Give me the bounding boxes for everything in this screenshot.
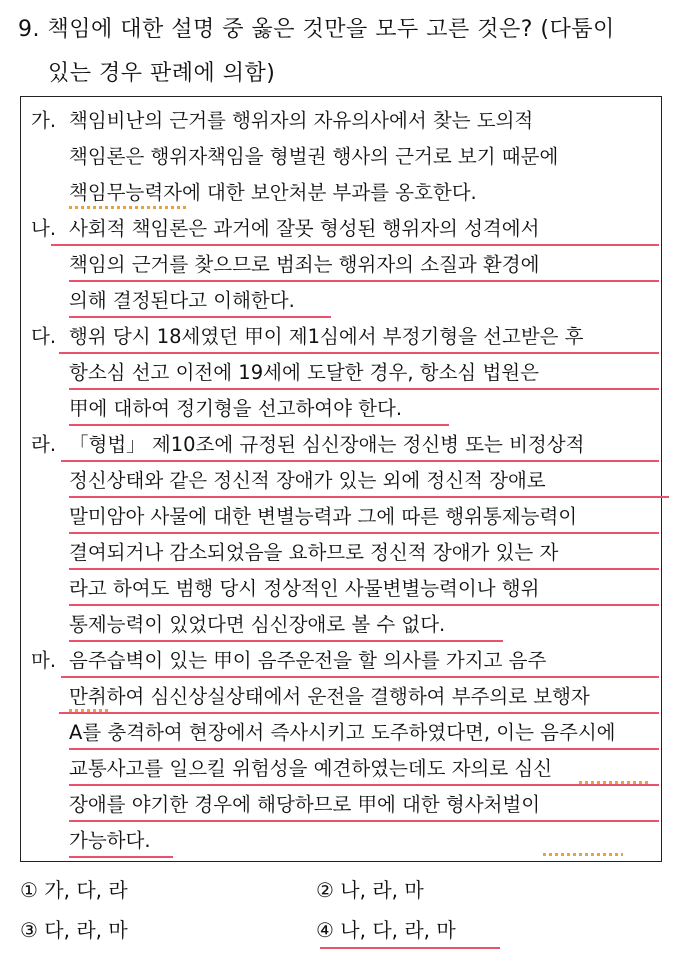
red-underline — [69, 784, 659, 786]
statement-line: 만취하여 심신상실상태에서 운전을 결행하여 부주의로 보행자 — [69, 685, 590, 708]
red-underline — [320, 947, 500, 949]
red-underline — [69, 316, 331, 318]
choice-2[interactable]: ② 나, 라, 마 — [316, 878, 424, 902]
statement-line: 책임비난의 근거를 행위자의 자유의사에서 찾는 도의적 — [69, 109, 534, 132]
statement-line: 통제능력이 있었다면 심신장애로 볼 수 없다. — [69, 613, 446, 636]
statement-line: 의해 결정된다고 이해한다. — [69, 289, 295, 312]
statement-line: 장애를 야기한 경우에 해당하므로 甲에 대한 형사처벌이 — [69, 793, 541, 816]
question-text-line-1: 9. 책임에 대한 설명 중 옳은 것만을 모두 고른 것은? (다툼이 — [18, 17, 615, 42]
statement-line: 책임론은 행위자책임을 형벌권 행사의 근거로 보기 때문에 — [69, 145, 559, 168]
red-underline — [69, 388, 659, 390]
red-underline — [69, 280, 659, 282]
red-underline — [59, 712, 659, 714]
question-text-line-2: 있는 경우 판례에 의함) — [48, 61, 276, 86]
statement-line: 책임무능력자에 대한 보안처분 부과를 옹호한다. — [69, 181, 477, 204]
statement-line: 사회적 책임론은 과거에 잘못 형성된 행위자의 성격에서 — [69, 217, 540, 240]
statement-line: A를 충격하여 현장에서 즉사시키고 도주하였다면, 이는 음주시에 — [69, 721, 616, 744]
red-underline — [69, 748, 659, 750]
statement-line: 甲에 대하여 정기형을 선고하여야 한다. — [69, 397, 403, 420]
statement-line: 라고 하여도 범행 당시 정상적인 사물변별능력이나 행위 — [69, 577, 540, 600]
choice-3[interactable]: ③ 다, 라, 마 — [20, 918, 128, 942]
red-underline — [61, 676, 659, 678]
statement-marker: 마. — [31, 649, 57, 672]
red-underline — [69, 604, 659, 606]
spellcheck-squiggle — [69, 206, 189, 209]
spellcheck-squiggle — [69, 709, 111, 712]
statement-marker: 다. — [31, 325, 57, 348]
red-underline — [69, 640, 503, 642]
statement-line: 음주습벽이 있는 甲이 음주운전을 할 의사를 가지고 음주 — [69, 649, 547, 672]
choice-1[interactable]: ① 가, 다, 라 — [20, 878, 128, 902]
statement-marker: 나. — [31, 217, 57, 240]
statement-marker: 라. — [31, 433, 57, 456]
statement-marker: 가. — [31, 109, 57, 132]
spellcheck-squiggle — [543, 853, 623, 856]
statement-line: 정신상태와 같은 정신적 장애가 있는 외에 정신적 장애로 — [69, 469, 546, 492]
question-stem — [18, 8, 678, 96]
red-underline — [69, 820, 659, 822]
choice-4[interactable]: ④ 나, 다, 라, 마 — [316, 918, 456, 942]
red-underline — [59, 352, 659, 354]
statement-line: 결여되거나 감소되었음을 요하므로 정신적 장애가 있는 자 — [69, 541, 559, 564]
red-underline — [51, 244, 659, 246]
red-underline — [61, 460, 659, 462]
statement-line: 「형법」 제10조에 규정된 심신장애는 정신병 또는 비정상적 — [69, 433, 585, 456]
statement-line: 말미암아 사물에 대한 변별능력과 그에 따른 행위통제능력이 — [69, 505, 578, 528]
red-underline — [69, 856, 173, 858]
red-underline — [69, 496, 669, 498]
statement-line: 책임의 근거를 찾으므로 범죄는 행위자의 소질과 환경에 — [69, 253, 540, 276]
statement-line: 행위 당시 18세였던 甲이 제1심에서 부정기형을 선고받은 후 — [69, 325, 584, 348]
statement-line: 교통사고를 일으킬 위험성을 예견하였는데도 자의로 심신 — [69, 757, 553, 780]
spellcheck-squiggle — [579, 781, 649, 784]
red-underline — [69, 424, 449, 426]
statement-line: 항소심 선고 이전에 19세에 도달한 경우, 항소심 법원은 — [69, 361, 539, 384]
statement-line: 가능하다. — [69, 829, 151, 852]
red-underline — [69, 532, 659, 534]
red-underline — [69, 568, 659, 570]
statement-box — [20, 96, 662, 862]
